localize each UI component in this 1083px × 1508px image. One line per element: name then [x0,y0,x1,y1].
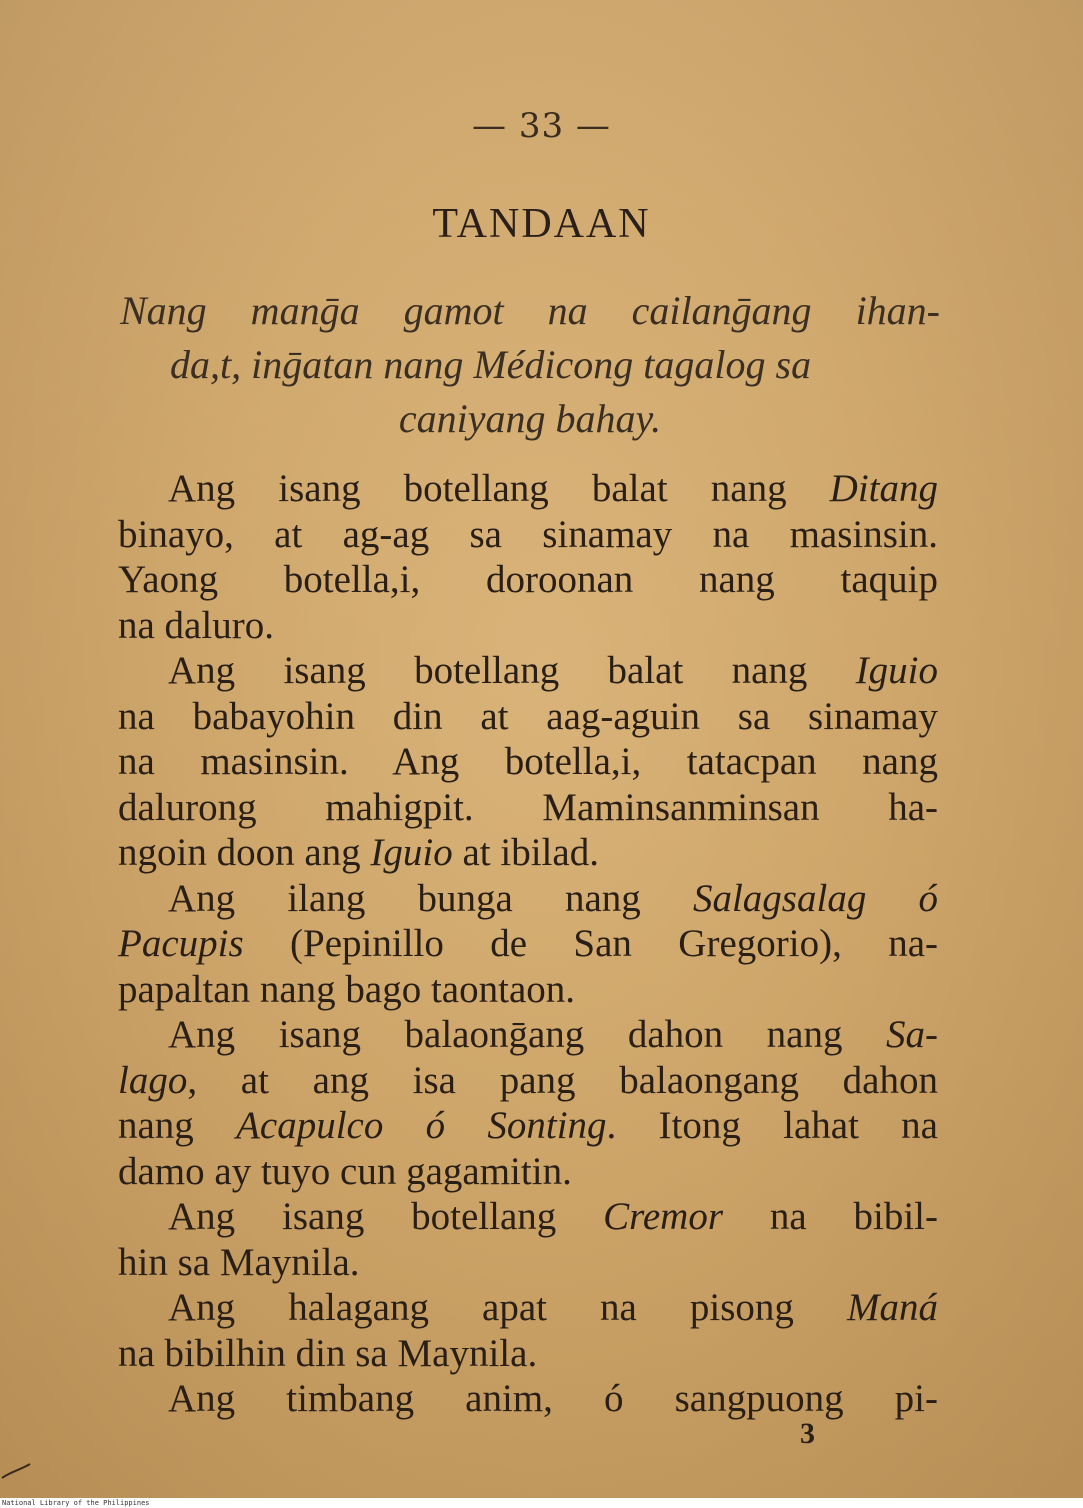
ink-smudge-icon [0,1440,40,1480]
text-line: dalurong mahigpit. Maminsanminsan ha- [118,785,938,829]
paragraph-cremor [118,1194,938,1285]
italic-term: Ditang [829,467,938,510]
italic-term: lago [118,1058,188,1102]
text-span: Ang isang botellang balat nang [168,649,856,692]
paragraph-salagsalag [118,876,938,1013]
text-span: ngoin doon ang [118,831,371,874]
text-line [118,830,938,876]
body-text [118,466,938,1422]
text-line [118,1012,938,1058]
text-span: Ang halagang apat na pisong [168,1286,847,1329]
text-line [118,921,938,967]
text-line: Yaong botella,i, doroonan nang taquip [118,558,938,601]
text-line: na bibilhin din sa Maynila. [118,1331,538,1375]
italic-term: Iguio [855,649,938,692]
text-line [118,876,938,922]
text-span: Ang isang botellang balat nang [168,467,830,510]
text-line: na masinsin. Ang botella,i, tatacpan nang [118,740,938,783]
footer-text: National Library of the Philippines [2,1499,150,1507]
italic-term: Cremor [603,1195,724,1238]
text-span: at ibilad. [452,831,599,874]
paragraph-ditang [118,466,938,648]
text-line [118,1103,938,1149]
italic-term: Acapulco ó Sonting [236,1104,607,1147]
text-span: . Itong lahat na [606,1104,938,1147]
paragraph-timbang [118,1376,938,1422]
subtitle-line: caniyang bahay. [398,396,662,441]
text-line: papaltan nang bago taontaon. [118,967,576,1011]
paragraph-salago [118,1012,938,1194]
text-span: Ang isang botellang [168,1195,604,1238]
subtitle-line: Nang manḡa gamot na cailanḡang ihan- [120,288,940,333]
text-line [118,466,938,512]
subtitle [120,284,940,446]
text-line [118,1285,938,1331]
text-span: Ang isang balaonḡang dahon nang [168,1013,886,1056]
italic-term: Salagsalag ó [692,876,938,920]
text-span: Ang ilang bunga nang [168,876,693,920]
signature-mark: 3 [800,1417,815,1450]
text-line [118,1058,938,1104]
paragraph-iguio [118,648,938,876]
italic-term: Iguio [370,831,453,874]
text-line [118,1194,938,1240]
subtitle-line: da,t, inḡatan nang Médicong tagalog sa [170,342,812,387]
library-footer [0,1498,1083,1508]
text-span: (Pepinillo de San Gregorio), na- [243,922,938,965]
text-line: hin sa Maynila. [118,1240,360,1284]
page-title: TANDAAN [432,201,651,247]
text-line: damo ay tuyo cun gagamitin. [118,1149,572,1193]
text-line: na daluro. [118,603,274,647]
text-line: binayo, at ag-ag sa sinamay na masinsin. [118,512,938,556]
text-span: , at ang isa pang balaongang dahon [187,1058,938,1102]
italic-term: Maná [847,1286,938,1329]
text-span: na bibil- [723,1195,938,1238]
text-line: na babayohin din at aag-aguin sa sinamay [118,694,938,738]
italic-term: Pacupis [118,922,244,965]
page-number: — 33 — [472,106,611,146]
text-line: Ang timbang anim, ó sangpuong pi- [168,1377,938,1420]
italic-term: Sa- [886,1013,938,1056]
text-span: nang [118,1104,237,1147]
paragraph-mana [118,1285,938,1376]
text-line [118,648,938,694]
